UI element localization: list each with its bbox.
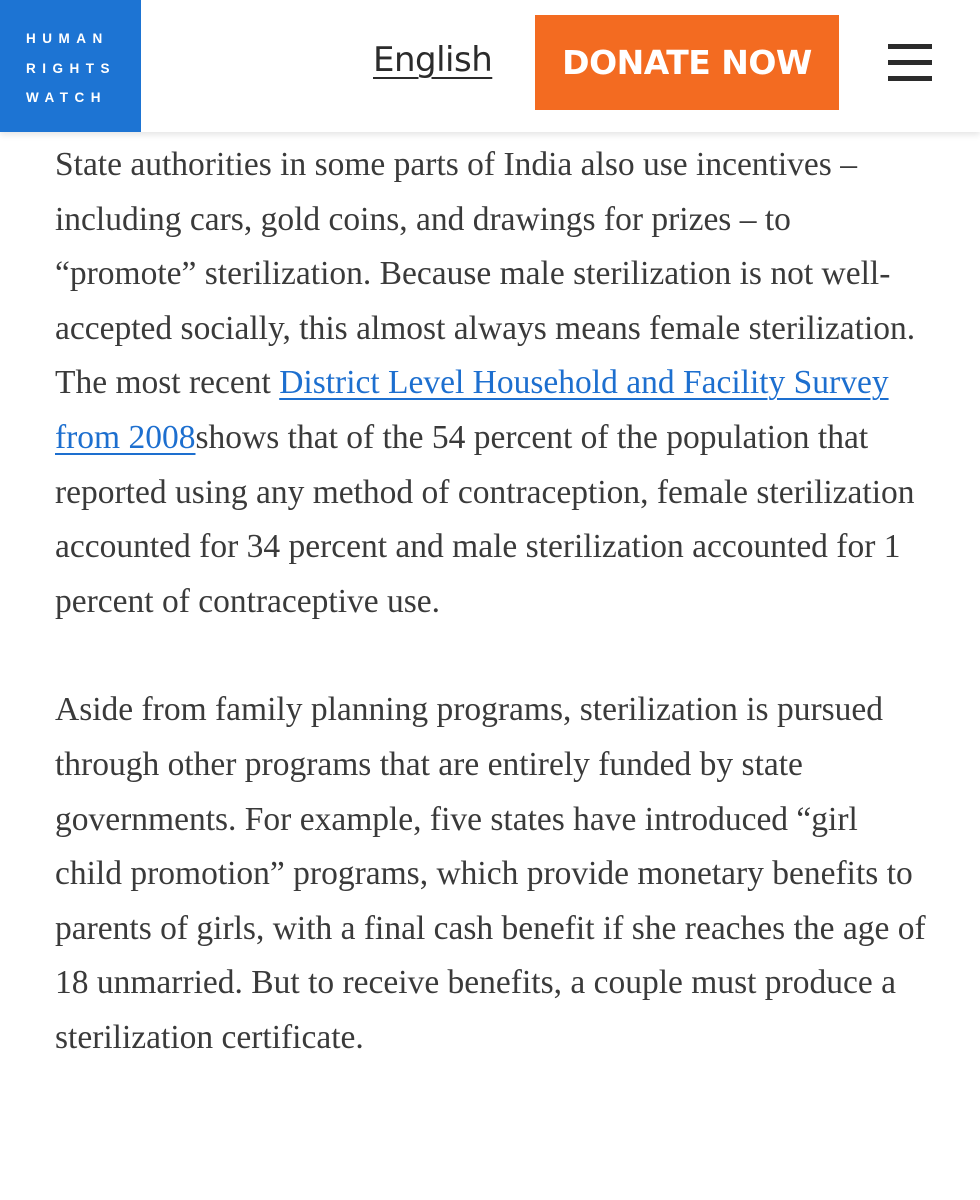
hamburger-menu-icon[interactable] — [888, 44, 932, 81]
logo-line-human: HUMAN — [26, 31, 109, 46]
paragraph-text: State authorities in some parts of India also use incentives – including cars, gold coins, and drawings for prizes – to “promote” sterilization. Because male sterilization is not well-accepted socially, this almost always means female sterilization. The most recent — [55, 146, 916, 402]
paragraph-text: shows that of the 54 percent of the population that reported using any method of contraception, female sterilization accounted for 34 percent and male sterilization accounted for 1 percent of contraceptive use. — [55, 418, 915, 620]
donate-now-button[interactable]: DONATE NOW — [535, 15, 839, 110]
site-header — [0, 0, 980, 132]
dlhs-survey-link[interactable]: District Level Household and Facility Survey from 2008 — [55, 364, 889, 456]
language-selector[interactable]: English — [373, 40, 493, 80]
hrw-logo[interactable] — [0, 0, 141, 132]
article-paragraph — [55, 138, 930, 629]
article-body — [55, 138, 930, 1066]
logo-line-watch: WATCH — [26, 90, 107, 105]
logo-line-rights: RIGHTS — [26, 60, 117, 76]
menu-bar-top — [888, 44, 932, 49]
menu-bar-middle — [888, 60, 932, 65]
article-paragraph — [55, 683, 930, 1065]
paragraph-text: Aside from family planning programs, sterilization is pursued through other programs that are entirely funded by state governments. For example, five states have introduced “girl child promotion” programs, which provide monetary benefits to parents of girls, with a final cash benefit if she reaches the age of 18 unmarried. But to receive benefits, a couple must produce a sterilization certificate. — [55, 691, 926, 1056]
menu-bar-bottom — [888, 76, 932, 81]
